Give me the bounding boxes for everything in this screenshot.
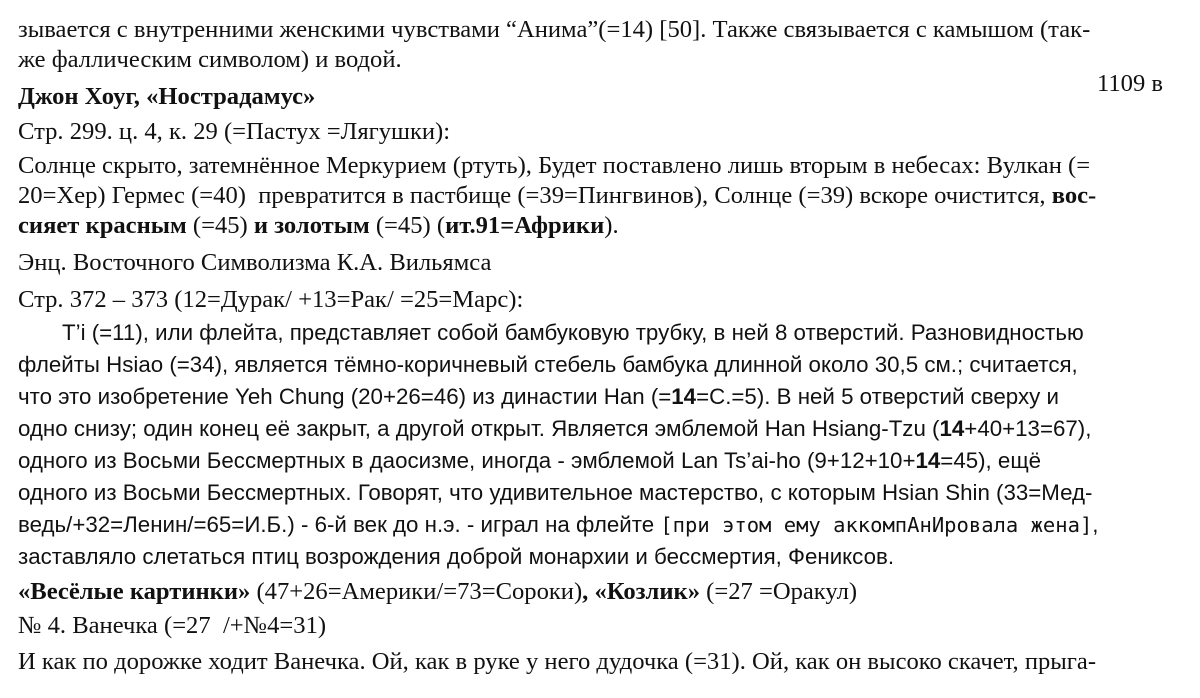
text-span: ведь/+32=Ленин/=65=И.Б.) - 6-й век до н.э. - играл на флейте bbox=[18, 512, 661, 537]
bold-span: «Весёлые картинки» bbox=[18, 578, 251, 605]
text-span: +40+13=67), bbox=[964, 416, 1092, 441]
bold-span: 14 bbox=[915, 448, 941, 473]
text-line: же фаллическим символом) и водой. bbox=[18, 46, 402, 73]
text-line bbox=[18, 211, 619, 241]
text-line bbox=[18, 181, 1096, 211]
text-span: (=45) ( bbox=[369, 212, 446, 239]
bold-span: и золотым bbox=[253, 212, 370, 239]
text-line: Стр. 299. ц. 4, к. 29 (=Пастух =Лягушки): bbox=[18, 118, 451, 145]
text-line bbox=[18, 382, 1059, 412]
text-span: =С.=5). В ней 5 отверстий сверху и bbox=[696, 384, 1059, 409]
text-line: Стр. 372 – 373 (12=Дурак/ +13=Рак/ =25=Марс): bbox=[18, 286, 524, 313]
text-line: И как по дорожке ходит Ванечка. Ой, как в руке у него дудочка (=31). Ой, как он высоко скачет, прыга- bbox=[18, 648, 1097, 675]
page-number: 1109 в bbox=[1097, 70, 1164, 97]
text-line: флейты Hsiao (=34), является тёмно-коричневый стебель бамбука длинной около 30,5 см.; считается, bbox=[18, 352, 1078, 377]
text-line: заставляло слетаться птиц возрождения доброй монархии и бессмертия, Фениксов. bbox=[18, 544, 895, 569]
text-line: Солнце скрыто, затемнённое Меркурием (ртуть), Будет поставлено лишь вторым в небесах: Вулкан (= bbox=[18, 152, 1091, 179]
text-line: № 4. Ванечка (=27 /+№4=31) bbox=[18, 612, 327, 639]
text-line: Энц. Восточного Символизма К.А. Вильямса bbox=[18, 249, 492, 276]
text-line: T’i (=11), или флейта, представляет собой бамбуковую трубку, в ней 8 отверстий. Разновидностью bbox=[62, 320, 1084, 345]
bold-span: 14 bbox=[671, 384, 697, 409]
text-span: 20=Хер) Гермес (=40) превратится в пастбище (=39=Пингвинов), Солнце (=39) вскоре очистится, bbox=[18, 182, 1046, 209]
text-line: зывается с внутренними женскими чувствами “Анима”(=14) [50]. Также связывается с камышом (так- bbox=[18, 16, 1091, 43]
text-span: (=27 =Оракул) bbox=[700, 578, 858, 605]
text-span: одного из Восьми Бессмертных в даосизме, иногда - эмблемой Lan Ts’ai-ho (9+12+10+ bbox=[18, 448, 916, 473]
bold-span: вос- bbox=[1045, 182, 1097, 209]
text-span: одно снизу; один конец её закрыт, а другой открыт. Является эмблемой Han Hsiang-Tzu ( bbox=[18, 416, 940, 441]
text-line: одного из Восьми Бессмертных. Говорят, что удивительное мастерство, с которым Hsian Shin (33=Мед- bbox=[18, 480, 1093, 505]
text-span: (47+26=Америки/=73=Сороки) bbox=[250, 578, 583, 605]
text-line bbox=[18, 446, 1041, 476]
bold-span: 14 bbox=[939, 416, 965, 441]
bold-span: , «Козлик» bbox=[582, 578, 700, 605]
text-span: ). bbox=[604, 212, 619, 239]
text-line bbox=[18, 414, 1091, 444]
bold-span: ит.91=Африки bbox=[445, 212, 605, 239]
section-heading: Джон Хоуг, «Нострадамус» bbox=[18, 83, 316, 110]
text-line bbox=[18, 510, 1099, 540]
text-span: =45), ещё bbox=[940, 448, 1042, 473]
bracket-note: [при этом ему аккомпАнИровала жена] bbox=[660, 513, 1093, 537]
text-span: , bbox=[1092, 512, 1099, 537]
text-span: что это изобретение Yeh Chung (20+26=46) из династии Han (= bbox=[18, 384, 672, 409]
text-line bbox=[18, 577, 857, 607]
bold-span: сияет красным bbox=[18, 212, 187, 239]
text-span: (=45) bbox=[186, 212, 254, 239]
